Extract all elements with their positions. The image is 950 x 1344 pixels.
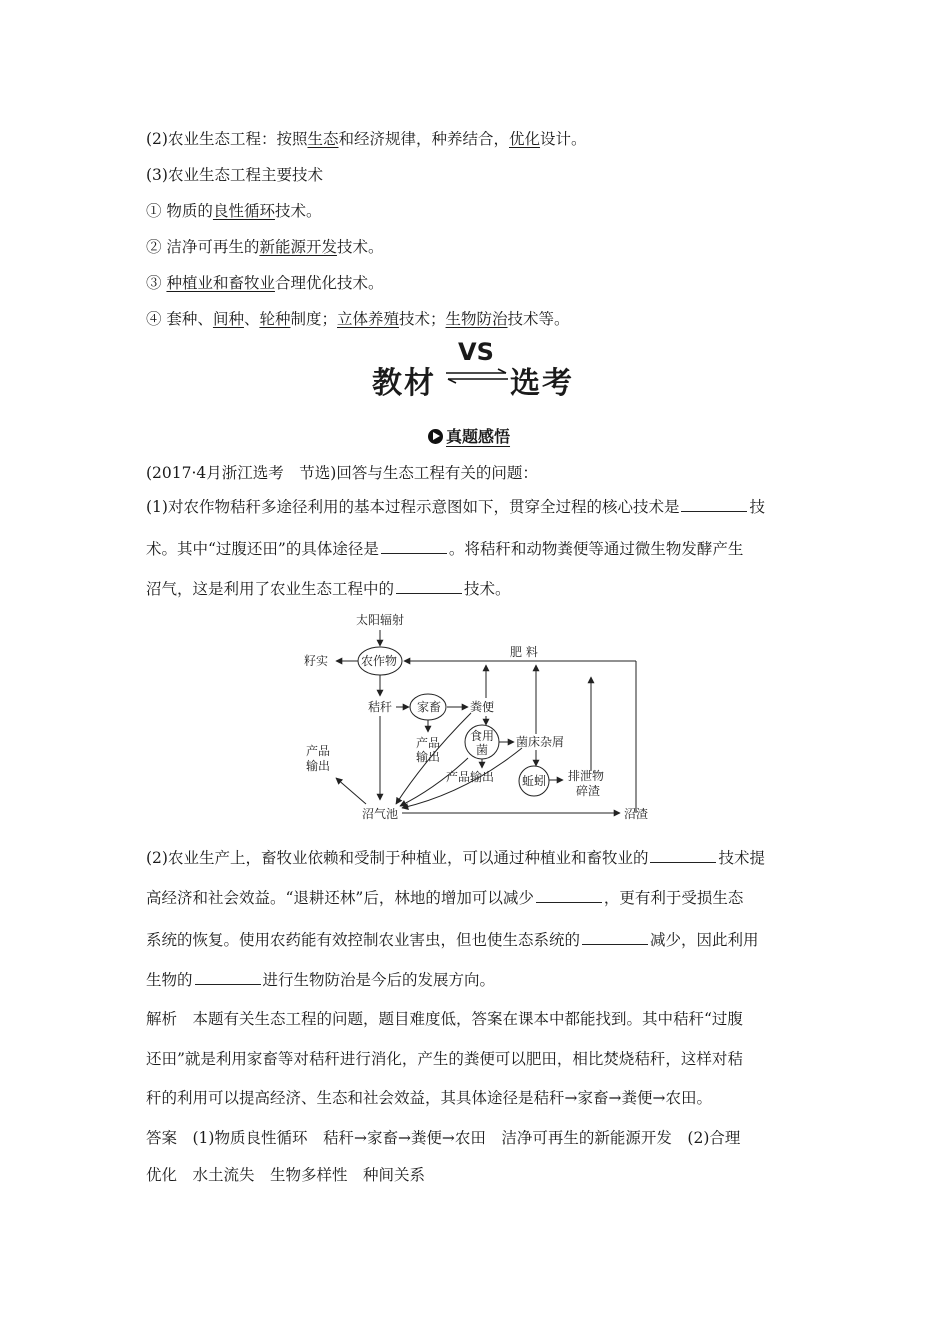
arrow-biogas-product	[336, 778, 366, 804]
text: 系统的恢复。使用农药能有效控制农业害虫，但也使生态系统的	[146, 931, 581, 949]
label-crop: 农作物	[361, 654, 398, 668]
text: 技术。	[336, 238, 384, 256]
q1-line-3	[146, 577, 511, 599]
underlined-term: 立体养殖	[337, 310, 400, 328]
label-bed-residue: 菌床杂屑	[516, 735, 565, 749]
section-title	[428, 424, 510, 447]
label-earthworm: 蚯蚓	[522, 774, 547, 788]
underlined-term: 优化	[509, 130, 541, 148]
analysis-line-2: 还田”就是利用家畜等对秸秆进行消化，产生的粪便可以肥田，相比焚烧秸秆，这样对秸	[146, 1050, 743, 1068]
label-sun: 太阳辐射	[356, 613, 405, 627]
text: 。将秸秆和动物粪便等通过微生物发酵产生	[448, 540, 744, 558]
underlined-term: 新能源开发	[259, 238, 337, 256]
label-product-out-1b: 输出	[416, 750, 441, 764]
answer-blank	[681, 497, 747, 512]
underlined-term: 间种	[212, 310, 244, 328]
q1-line-2	[146, 537, 743, 559]
text: 技	[749, 498, 765, 516]
label-straw: 秸秆	[368, 700, 393, 714]
label-manure: 粪便	[470, 700, 495, 714]
analysis-line-1: 解析 本题有关生态工程的问题，题目难度低，答案在课本中都能找到。其中秸秆“过腹	[146, 1010, 743, 1028]
label-seed: 籽实	[304, 654, 329, 668]
section-title-text: 真题感悟	[446, 427, 511, 446]
text: 合理优化技术。	[274, 274, 384, 292]
q2-line-3	[146, 928, 759, 950]
text: 技术；	[399, 310, 446, 328]
underlined-term: 生物防治	[445, 310, 508, 328]
text: 进行生物防治是今后的发展方向。	[262, 971, 496, 989]
question-source: (2017·4月浙江选考 节选)回答与生态工程有关的问题：	[146, 464, 538, 482]
straw-utilization-diagram	[296, 608, 666, 828]
answer-line-1: 答案 (1)物质良性循环 秸秆→家畜→粪便→农田 洁净可再生的新能源开发 (2)合理	[146, 1129, 741, 1147]
intro-line-2	[146, 127, 587, 149]
answer-blank	[195, 970, 261, 985]
textbook-vs-exam-banner	[372, 340, 582, 400]
q1-line-1	[146, 495, 765, 517]
tech-item-3	[146, 271, 383, 293]
text: 和经济规律，种养结合，	[338, 130, 509, 148]
answer-blank	[582, 930, 648, 945]
text: 技术。	[464, 580, 511, 598]
text: 技术。	[274, 202, 322, 220]
label-biogas-pool: 沼气池	[362, 807, 399, 821]
underlined-term: 轮种	[259, 310, 291, 328]
q2-line-1	[146, 846, 765, 868]
answer-blank	[650, 848, 716, 863]
tech-item-2	[146, 235, 383, 257]
text: ① 物质的	[146, 202, 213, 220]
answer-blank	[536, 888, 602, 903]
answer-line-2: 优化 水土流失 生物多样性 种间关系	[146, 1166, 426, 1184]
underlined-term: 良性循环	[212, 202, 275, 220]
tech-item-4	[146, 307, 570, 329]
underlined-term: 生态	[307, 130, 339, 148]
q2-line-4	[146, 968, 495, 990]
text: (2)农业生态工程：按照	[146, 130, 308, 148]
label-product-out-3b: 输出	[306, 759, 331, 773]
label-mushroom-a: 食用	[470, 729, 495, 743]
text: 生物的	[146, 971, 193, 989]
label-product-out-1a: 产品	[416, 736, 441, 750]
tech-item-1	[146, 199, 321, 221]
label-fertilizer: 肥 料	[510, 645, 538, 659]
text: 制度；	[290, 310, 337, 328]
text: ，更有利于受损生态	[603, 889, 744, 907]
text: 减少，因此利用	[650, 931, 759, 949]
text: (2)农业生产上，畜牧业依赖和受制于种植业，可以通过种植业和畜牧业的	[146, 849, 649, 867]
q2-line-2	[146, 886, 743, 908]
label-excreta-a: 排泄物	[568, 769, 605, 783]
text: (1)对农作物秸秆多途径利用的基本过程示意图如下，贯穿全过程的核心技术是	[146, 498, 680, 516]
double-arrow-icon	[444, 368, 510, 384]
label-livestock: 家畜	[417, 700, 442, 714]
banner-vs: VS	[458, 338, 494, 366]
text: ② 洁净可再生的	[146, 238, 260, 256]
text: ④ 套种、	[146, 310, 213, 328]
text: ③	[146, 274, 167, 292]
label-product-out-3a: 产品	[306, 744, 331, 758]
label-biogas-residue: 沼渣	[624, 807, 649, 821]
answer-blank	[396, 579, 462, 594]
label-excreta-b: 碎渣	[576, 784, 601, 798]
play-icon	[428, 429, 443, 444]
intro-line-3: (3)农业生态工程主要技术	[146, 166, 323, 184]
banner-textbook: 教材	[372, 366, 436, 401]
analysis-line-3: 秆的利用可以提高经济、生态和社会效益，其具体途径是秸秆→家畜→粪便→农田。	[146, 1089, 712, 1107]
text: 技术提	[718, 849, 765, 867]
label-mushroom-b: 菌	[476, 743, 489, 757]
answer-blank	[381, 539, 447, 554]
text: 术。其中“过腹还田”的具体途径是	[146, 540, 379, 558]
text: 设计。	[540, 130, 587, 148]
banner-exam: 选考	[510, 366, 574, 401]
text: 沼气，这是利用了农业生态工程中的	[146, 580, 395, 598]
underlined-term: 种植业和畜牧业	[166, 274, 275, 292]
text: 高经济和社会效益。“退耕还林”后，林地的增加可以减少	[146, 889, 534, 907]
label-product-out-2: 产品输出	[446, 770, 495, 784]
text: 、	[243, 310, 260, 328]
text: 技术等。	[507, 310, 570, 328]
